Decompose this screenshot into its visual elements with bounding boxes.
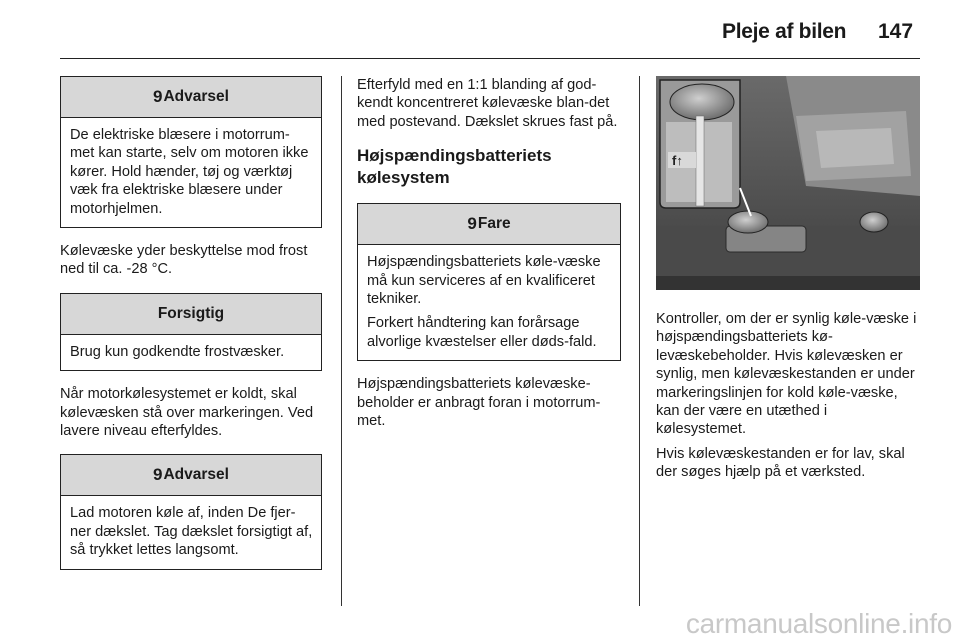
danger-text: Forkert håndtering kan forårsage alvorlige kvæstelser eller døds-fald. <box>367 315 597 350</box>
warning-icon: 9 <box>467 214 477 234</box>
caution-text: Brug kun godkendte frostvæsker. <box>70 343 285 360</box>
danger-box <box>357 203 621 361</box>
paragraph: Kontroller, om der er synlig køle-væske i højspændingsbatteriets kø-levæskebeholder. Hvis kølevæsken er synlig, men kølevæskestanden er under markeringslinjen for kold køle-væske, kan der være en utæthed i kølesystemet. <box>656 311 917 438</box>
warning-box-header <box>61 77 321 118</box>
page-header-title: Pleje af bilen <box>722 20 847 43</box>
danger-box-header <box>358 204 620 245</box>
danger-text: Højspændingsbatteriets køle-væske må kun serviceres af en kvalificeret tekniker. <box>367 254 601 308</box>
section-heading: Højspændingsbatteriets kølesystem <box>357 146 552 188</box>
caution-title: Forsigtig <box>157 304 225 322</box>
warning-box-header <box>61 455 321 496</box>
caution-box-header <box>61 294 321 335</box>
warning-text: De elektriske blæsere i motorrum-met kan starte, selv om motoren ikke kører. Hold hænder, tøj og værktøj væk fra elektriske blæsere under motorhjelmen. <box>70 127 309 217</box>
coolant-reservoir-photo <box>656 76 920 290</box>
column-3 <box>656 76 920 482</box>
warning-icon: 9 <box>153 87 163 106</box>
warning-title: Advarsel <box>163 88 229 105</box>
paragraph: Højspændingsbatteriets kølevæske-beholder er anbragt foran i motorrum-met. <box>357 376 601 430</box>
caution-box <box>60 293 322 371</box>
page-number: 147 <box>878 20 914 43</box>
warning-icon: 9 <box>153 465 163 485</box>
header-divider <box>60 58 920 59</box>
danger-title: Fare <box>477 215 511 233</box>
column-divider <box>639 76 640 606</box>
warning-box <box>60 454 322 569</box>
paragraph: Hvis kølevæskestanden er for lav, skal der søges hjælp på et værksted. <box>656 445 905 481</box>
photo-label: f↑ <box>672 153 683 168</box>
paragraph: Efterfyld med en 1:1 blanding af god-kendt koncentreret kølevæske blan-det med postevand. Dækslet skrues fast på. <box>357 77 618 130</box>
warning-text: Lad motoren køle af, inden De fjer-ner dækslet. Tag dækslet forsigtigt af, så trykket lettes langsomt. <box>70 505 313 559</box>
paragraph: Når motorkølesystemet er koldt, skal kølevæsken stå over markeringen. Ved lavere niveau efterfyldes. <box>60 386 314 440</box>
watermark: carmanualsonline.info <box>685 608 952 639</box>
warning-title: Advarsel <box>163 466 229 484</box>
paragraph: Kølevæske yder beskyttelse mod frost ned til ca. -28 °C. <box>60 243 308 278</box>
column-1 <box>60 76 322 584</box>
column-divider <box>341 76 342 606</box>
warning-box <box>60 76 322 228</box>
column-2 <box>357 76 621 444</box>
